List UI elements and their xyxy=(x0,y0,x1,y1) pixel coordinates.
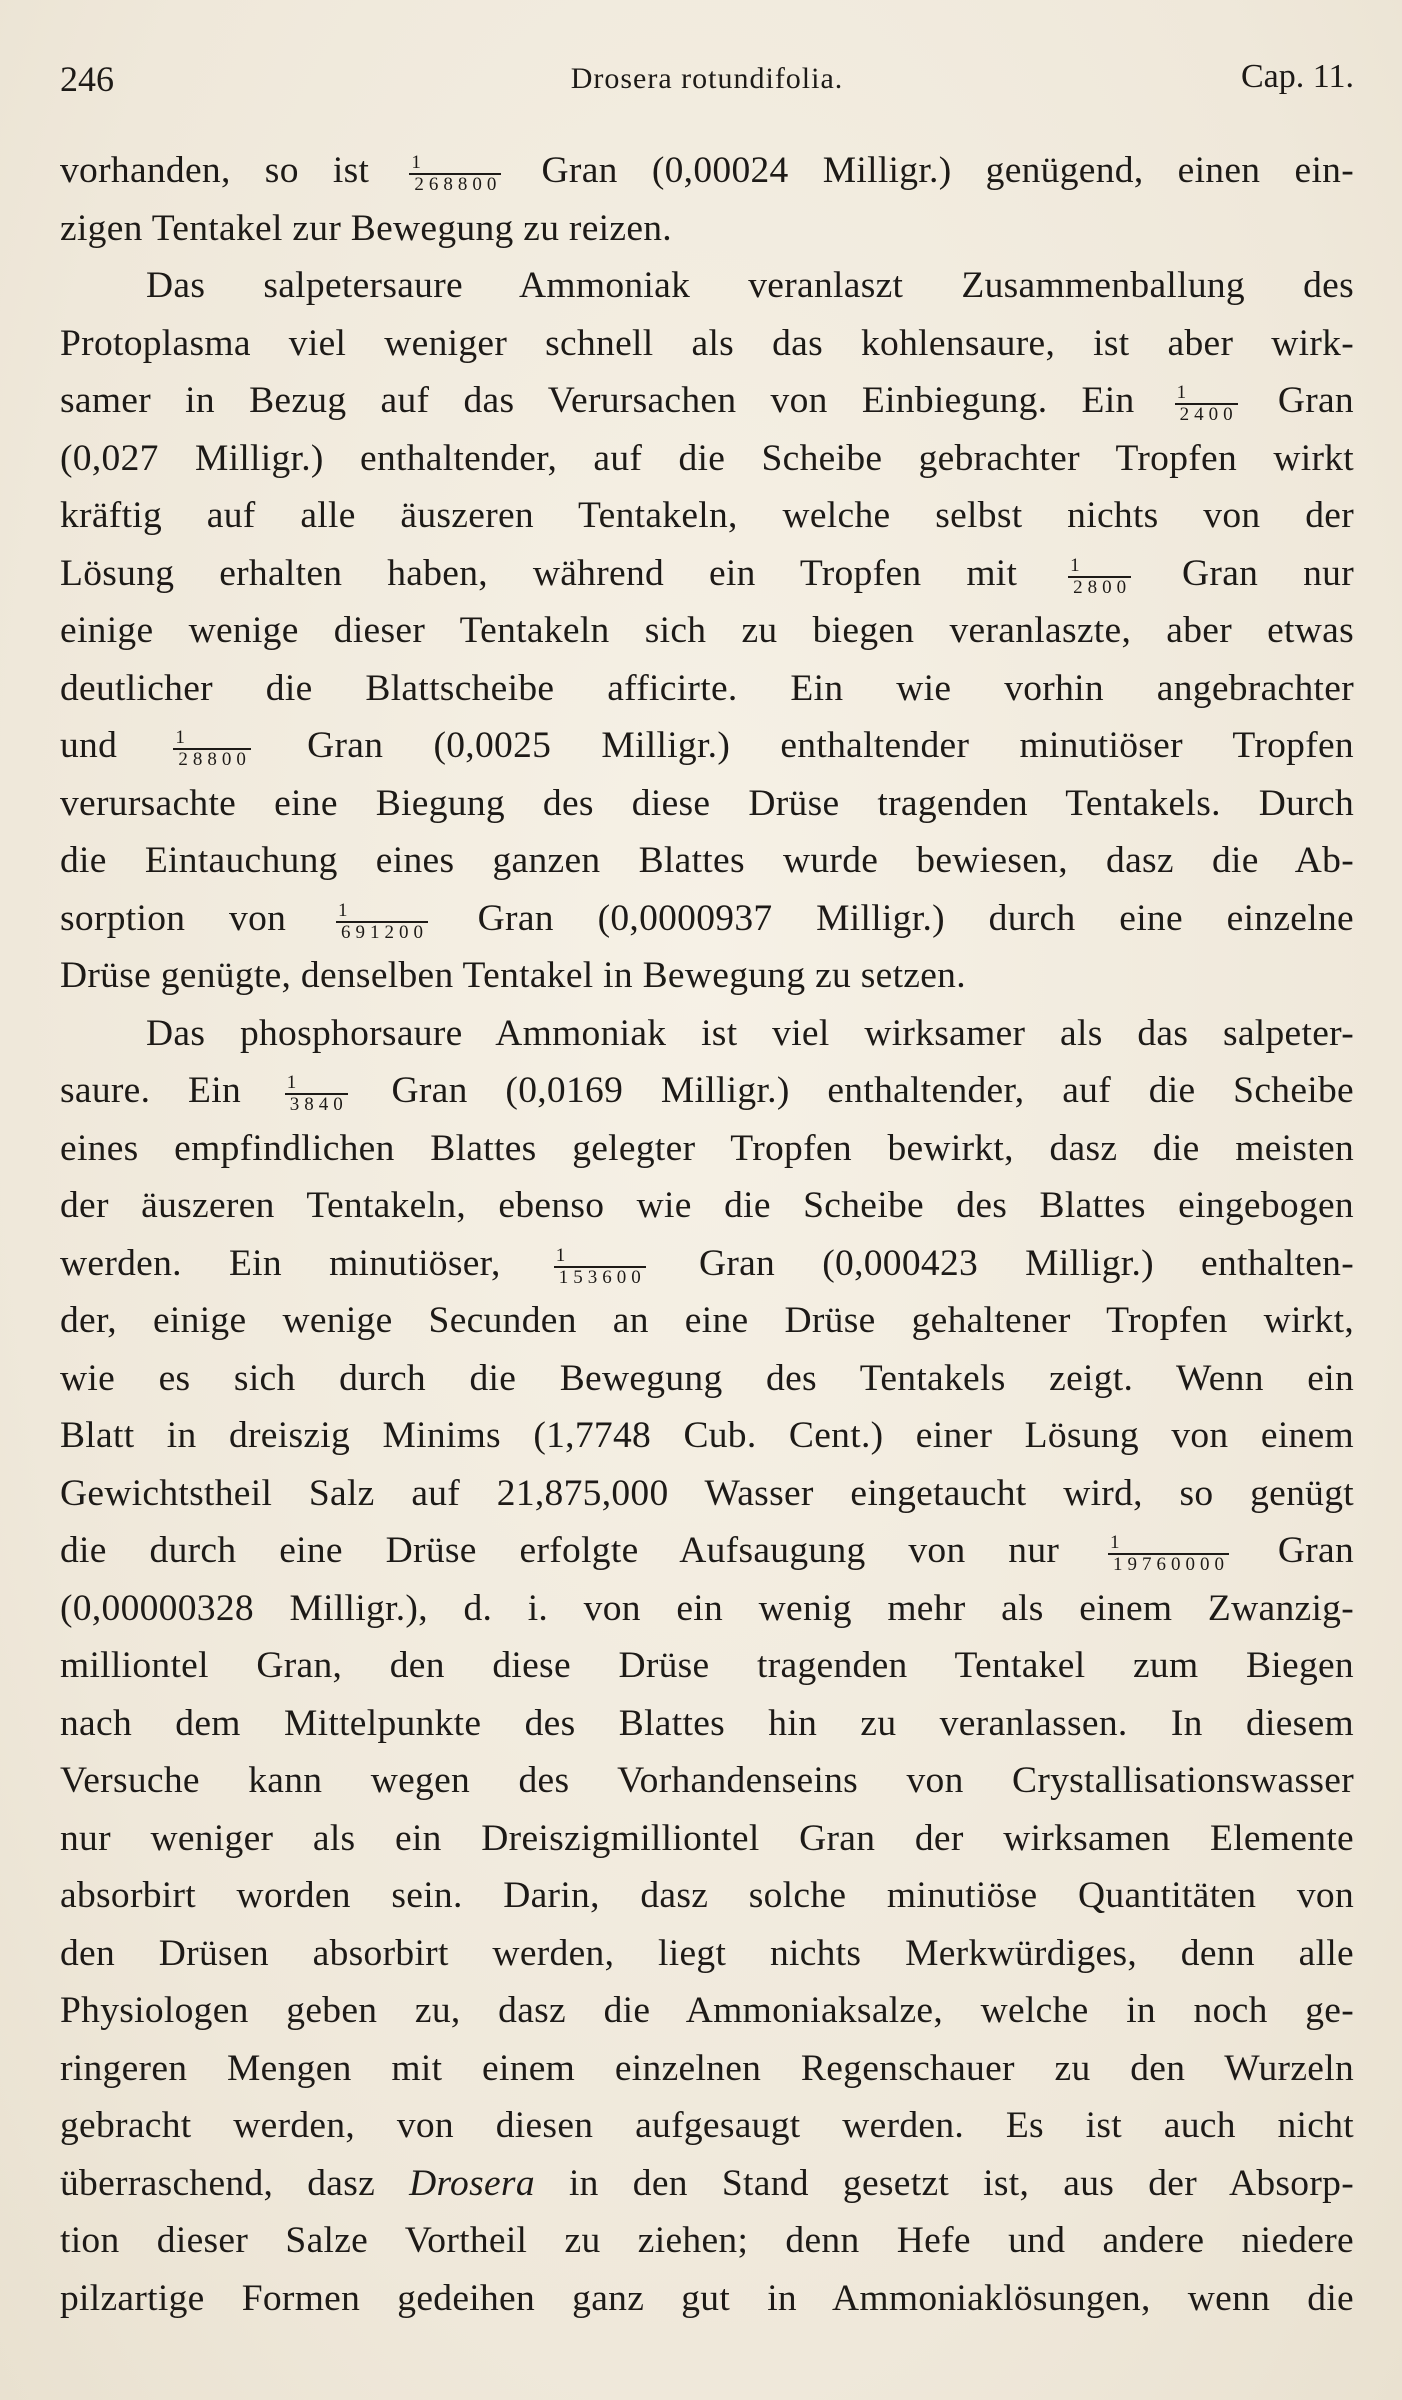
text-line: Protoplasma viel weniger schnell als das kohlensaure, ist aber wirk- xyxy=(60,322,1354,364)
text-line: die Eintauchung eines ganzen Blattes wurde bewiesen, dasz die Ab- xyxy=(60,840,1354,881)
text-line: gebracht werden, von diesen aufgesaugt werden. Es ist auch nicht xyxy=(60,2105,1354,2146)
text-line: eines empfindlichen Blattes gelegter Tropfen bewirkt, dasz die meisten xyxy=(60,1127,1354,1169)
text-line: Das salpetersaure Ammoniak veranlaszt Zusammenballung des xyxy=(146,265,1354,306)
text-line: Lösung erhalten haben, während ein Tropfen mit $\frac{1}{2800}$ Gran nur xyxy=(60,552,1354,598)
text-line: kräftig auf alle äuszeren Tentakeln, welche selbst nichts von der xyxy=(60,495,1354,536)
chapter-label: Cap. 11. xyxy=(1240,58,1354,95)
text-line: der, einige wenige Secunden an eine Drüse gehaltener Tropfen wirkt, xyxy=(60,1300,1354,1341)
text-line: (0,00000328 Milligr.), d. i. von ein wenig mehr als einem Zwanzig- xyxy=(60,1587,1354,1629)
text-line: wie es sich durch die Bewegung des Tentakels zeigt. Wenn ein xyxy=(60,1357,1354,1399)
text-line: nur weniger als ein Dreiszigmilliontel Gran der wirksamen Elemente xyxy=(60,1817,1354,1859)
text-line: milliontel Gran, den diese Drüse tragenden Tentakel zum Biegen xyxy=(60,1645,1354,1686)
text-line: saure. Ein $\frac{1}{3840}$ Gran (0,0169 Milligr.) enthaltender, auf die Scheibe xyxy=(60,1070,1354,1115)
fraction: $\frac{1}{691200}$ xyxy=(337,899,428,943)
text-line: tion dieser Salze Vortheil zu ziehen; denn Hefe und andere niedere xyxy=(60,2220,1354,2261)
text-line: zigen Tentakel zur Bewegung zu reizen. xyxy=(60,207,672,249)
text-line: überraschend, dasz Drosera in den Stand gesetzt ist, aus der Absorp- xyxy=(60,2162,1354,2204)
text-line: Das phosphorsaure Ammoniak ist viel wirksamer als das salpeter- xyxy=(146,1012,1354,1054)
text-line: absorbirt worden sein. Darin, dasz solche minutiöse Quantitäten von xyxy=(60,1875,1354,1916)
fraction: $\frac{1}{28800}$ xyxy=(175,727,251,770)
body-text xyxy=(60,142,1354,2327)
text-line: die durch eine Drüse erfolgte Aufsaugung von nur $\frac{1}{19760000}$ Gran xyxy=(60,1530,1354,1575)
fraction: $\frac{1}{19760000}$ xyxy=(1110,1532,1230,1575)
fraction: $\frac{1}{268800}$ xyxy=(411,152,502,195)
text-line: vorhanden, so ist $\frac{1}{268800}$ Gran (0,00024 Milligr.) genügend, einen ein- xyxy=(60,150,1354,195)
text-line: (0,027 Milligr.) enthaltender, auf die Scheibe gebrachter Tropfen wirkt xyxy=(60,437,1354,479)
running-title: Drosera rotundifolia. xyxy=(570,62,844,95)
fraction: $\frac{1}{153600}$ xyxy=(555,1244,646,1288)
text-line: verursachte eine Biegung des diese Drüse tragenden Tentakels. Durch xyxy=(60,782,1354,824)
fraction: $\frac{1}{2400}$ xyxy=(1176,382,1238,425)
text-line: Gewichtstheil Salz auf 21,875,000 Wasser eingetaucht wird, so genügt xyxy=(60,1472,1354,1514)
text-line: den Drüsen absorbirt werden, liegt nichts Merkwürdiges, denn alle xyxy=(60,1932,1354,1974)
text-line: Blatt in dreiszig Minims (1,7748 Cub. Cent.) einer Lösung von einem xyxy=(60,1415,1354,1456)
text-line: Versuche kann wegen des Vorhandenseins von Crystallisationswasser xyxy=(60,1760,1354,1801)
text-line: samer in Bezug auf das Verursachen von Einbiegung. Ein $\frac{1}{2400}$ Gran xyxy=(60,380,1354,425)
text-line: ringeren Mengen mit einem einzelnen Regenschauer zu den Wurzeln xyxy=(60,2047,1354,2089)
italic-genus: Drosera xyxy=(409,2162,535,2204)
text-line: der äuszeren Tentakeln, ebenso wie die Scheibe des Blattes eingebogen xyxy=(60,1185,1354,1226)
text-line: sorption von $\frac{1}{691200}$ Gran (0,0000937 Milligr.) durch eine einzelne xyxy=(60,897,1354,943)
fraction: $\frac{1}{3840}$ xyxy=(286,1072,348,1115)
text-line: Drüse genügte, denselben Tentakel in Bewegung zu setzen. xyxy=(60,955,966,996)
running-header xyxy=(60,52,1354,112)
text-line: werden. Ein minutiöser, $\frac{1}{153600}$ Gran (0,000423 Milligr.) enthalten- xyxy=(60,1242,1354,1288)
text-line: nach dem Mittelpunkte des Blattes hin zu veranlassen. In diesem xyxy=(60,1702,1354,1744)
text-line: deutlicher die Blattscheibe afficirte. Ein wie vorhin angebrachter xyxy=(60,667,1354,709)
text-line: einige wenige dieser Tentakeln sich zu biegen veranlaszte, aber etwas xyxy=(60,610,1354,651)
text-line: Physiologen geben zu, dasz die Ammoniaksalze, welche in noch ge- xyxy=(60,1990,1354,2031)
page-number: 246 xyxy=(60,59,114,99)
text-line: und $\frac{1}{28800}$ Gran (0,0025 Milligr.) enthaltender minutiöser Tropfen xyxy=(60,725,1354,770)
text-line: pilzartige Formen gedeihen ganz gut in Ammoniaklösungen, wenn die xyxy=(60,2277,1354,2319)
fraction: $\frac{1}{2800}$ xyxy=(1070,554,1132,598)
